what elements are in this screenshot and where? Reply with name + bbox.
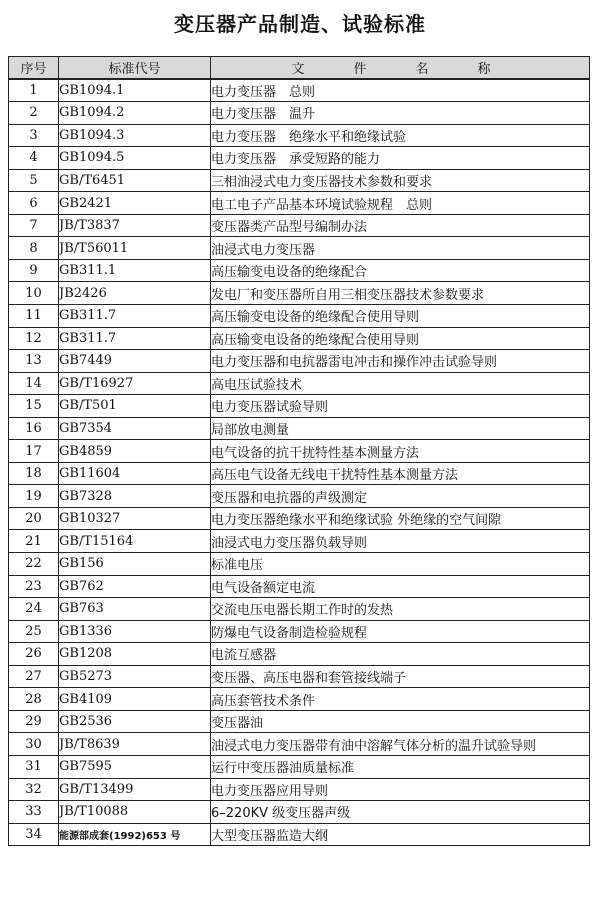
serial-number-cell: 2 bbox=[9, 102, 59, 125]
table-row bbox=[9, 124, 590, 147]
serial-number-cell: 8 bbox=[9, 237, 59, 260]
serial-number-cell: 3 bbox=[9, 124, 59, 147]
serial-number-cell: 23 bbox=[9, 575, 59, 598]
document-name-cell: 标准电压 bbox=[211, 553, 590, 576]
table-row bbox=[9, 417, 590, 440]
standard-code-cell: GB7354 bbox=[59, 417, 211, 440]
document-name-cell: 电力变压器 承受短路的能力 bbox=[211, 147, 590, 170]
document-name-cell: 高电压试验技术 bbox=[211, 372, 590, 395]
document-name-cell: 电力变压器和电抗器雷电冲击和操作冲击试验导则 bbox=[211, 350, 590, 373]
table-row bbox=[9, 507, 590, 530]
serial-number-cell: 29 bbox=[9, 710, 59, 733]
table-row bbox=[9, 440, 590, 463]
document-name-cell: 变压器、高压电器和套管接线端子 bbox=[211, 665, 590, 688]
document-name-cell: 高压输变电设备的绝缘配合使用导则 bbox=[211, 305, 590, 328]
standard-code-cell: GB1336 bbox=[59, 620, 211, 643]
document-name-cell: 电力变压器 温升 bbox=[211, 102, 590, 125]
table-row bbox=[9, 350, 590, 373]
serial-number-cell: 24 bbox=[9, 598, 59, 621]
table-row bbox=[9, 598, 590, 621]
table-body bbox=[9, 79, 590, 846]
table-row bbox=[9, 778, 590, 801]
document-name-cell: 高压电气设备无线电干扰特性基本测量方法 bbox=[211, 462, 590, 485]
table-row bbox=[9, 643, 590, 666]
serial-number-cell: 31 bbox=[9, 755, 59, 778]
table-row bbox=[9, 147, 590, 170]
header-document-name: 文 件 名 称 bbox=[211, 57, 590, 80]
table-row bbox=[9, 620, 590, 643]
standard-code-cell: GB/T16927 bbox=[59, 372, 211, 395]
document-name-cell: 电力变压器试验导则 bbox=[211, 395, 590, 418]
serial-number-cell: 19 bbox=[9, 485, 59, 508]
standard-code-cell: JB/T8639 bbox=[59, 733, 211, 756]
standard-code-cell: GB1094.5 bbox=[59, 147, 211, 170]
standard-code-cell: GB7328 bbox=[59, 485, 211, 508]
standard-code-cell: GB4109 bbox=[59, 688, 211, 711]
standard-code-cell: GB762 bbox=[59, 575, 211, 598]
serial-number-cell: 4 bbox=[9, 147, 59, 170]
serial-number-cell: 12 bbox=[9, 327, 59, 350]
table-row bbox=[9, 102, 590, 125]
table-row bbox=[9, 665, 590, 688]
standard-code-cell: JB/T56011 bbox=[59, 237, 211, 260]
table-row bbox=[9, 755, 590, 778]
standard-code-cell: GB/T6451 bbox=[59, 169, 211, 192]
table-header-row bbox=[9, 57, 590, 80]
serial-number-cell: 6 bbox=[9, 192, 59, 215]
serial-number-cell: 25 bbox=[9, 620, 59, 643]
serial-number-cell: 10 bbox=[9, 282, 59, 305]
document-name-cell: 电力变压器应用导则 bbox=[211, 778, 590, 801]
table-row bbox=[9, 259, 590, 282]
serial-number-cell: 13 bbox=[9, 350, 59, 373]
document-name-cell: 油浸式电力变压器 bbox=[211, 237, 590, 260]
table-row bbox=[9, 485, 590, 508]
table-row bbox=[9, 327, 590, 350]
serial-number-cell: 7 bbox=[9, 214, 59, 237]
table-row bbox=[9, 575, 590, 598]
standard-code-cell: GB11604 bbox=[59, 462, 211, 485]
serial-number-cell: 26 bbox=[9, 643, 59, 666]
standard-code-cell: GB/T13499 bbox=[59, 778, 211, 801]
document-name-cell: 油浸式电力变压器带有油中溶解气体分析的温升试验导则 bbox=[211, 733, 590, 756]
document-name-cell: 变压器油 bbox=[211, 710, 590, 733]
document-name-cell: 防爆电气设备制造检验规程 bbox=[211, 620, 590, 643]
serial-number-cell: 11 bbox=[9, 305, 59, 328]
document-name-cell: 高压套管技术条件 bbox=[211, 688, 590, 711]
document-name-cell: 电气设备的抗干扰特性基本测量方法 bbox=[211, 440, 590, 463]
standard-code-cell: GB7449 bbox=[59, 350, 211, 373]
document-name-cell: 电力变压器 总则 bbox=[211, 79, 590, 102]
serial-number-cell: 9 bbox=[9, 259, 59, 282]
table-row bbox=[9, 530, 590, 553]
serial-number-cell: 17 bbox=[9, 440, 59, 463]
table-row bbox=[9, 214, 590, 237]
document-name-cell: 变压器和电抗器的声级测定 bbox=[211, 485, 590, 508]
serial-number-cell: 33 bbox=[9, 801, 59, 824]
document-name-cell: 发电厂和变压器所自用三相变压器技术参数要求 bbox=[211, 282, 590, 305]
table-row bbox=[9, 553, 590, 576]
standard-code-cell: GB5273 bbox=[59, 665, 211, 688]
document-name-cell: 运行中变压器油质量标准 bbox=[211, 755, 590, 778]
table-row bbox=[9, 237, 590, 260]
document-name-cell: 6–220KV 级变压器声级 bbox=[211, 801, 590, 824]
table-row bbox=[9, 395, 590, 418]
table-row bbox=[9, 688, 590, 711]
serial-number-cell: 15 bbox=[9, 395, 59, 418]
standard-code-cell: JB/T3837 bbox=[59, 214, 211, 237]
document-name-cell: 交流电压电器长期工作时的发热 bbox=[211, 598, 590, 621]
serial-number-cell: 18 bbox=[9, 462, 59, 485]
serial-number-cell: 32 bbox=[9, 778, 59, 801]
header-standard-code: 标准代号 bbox=[59, 57, 211, 80]
standard-code-cell: GB1094.2 bbox=[59, 102, 211, 125]
document-name-cell: 高压输变电设备的绝缘配合使用导则 bbox=[211, 327, 590, 350]
serial-number-cell: 22 bbox=[9, 553, 59, 576]
serial-number-cell: 27 bbox=[9, 665, 59, 688]
standard-code-cell: GB311.7 bbox=[59, 327, 211, 350]
serial-number-cell: 16 bbox=[9, 417, 59, 440]
serial-number-cell: 34 bbox=[9, 823, 59, 846]
table-row bbox=[9, 462, 590, 485]
serial-number-cell: 5 bbox=[9, 169, 59, 192]
standard-code-cell: GB10327 bbox=[59, 507, 211, 530]
table-row bbox=[9, 169, 590, 192]
standard-code-cell: GB1094.3 bbox=[59, 124, 211, 147]
standard-code-cell: GB311.7 bbox=[59, 305, 211, 328]
table-row bbox=[9, 79, 590, 102]
standard-code-cell: JB2426 bbox=[59, 282, 211, 305]
table-row bbox=[9, 801, 590, 824]
standard-code-cell: 能源部成套(1992)653 号 bbox=[59, 823, 211, 846]
table-row bbox=[9, 823, 590, 846]
standard-code-cell: GB1208 bbox=[59, 643, 211, 666]
document-name-cell: 电工电子产品基本环境试验规程 总则 bbox=[211, 192, 590, 215]
document-name-cell: 变压器类产品型号编制办法 bbox=[211, 214, 590, 237]
table-row bbox=[9, 305, 590, 328]
table-row bbox=[9, 282, 590, 305]
document-name-cell: 局部放电测量 bbox=[211, 417, 590, 440]
document-name-cell: 电流互感器 bbox=[211, 643, 590, 666]
standard-code-cell: GB156 bbox=[59, 553, 211, 576]
header-serial-number: 序号 bbox=[9, 57, 59, 80]
document-name-cell: 电力变压器 绝缘水平和绝缘试验 bbox=[211, 124, 590, 147]
standard-code-cell: GB7595 bbox=[59, 755, 211, 778]
serial-number-cell: 21 bbox=[9, 530, 59, 553]
standard-code-cell: GB/T501 bbox=[59, 395, 211, 418]
document-name-cell: 高压输变电设备的绝缘配合 bbox=[211, 259, 590, 282]
standard-code-cell: GB2421 bbox=[59, 192, 211, 215]
page-title: 变压器产品制造、试验标准 bbox=[174, 12, 426, 36]
document-name-cell: 油浸式电力变压器负载导则 bbox=[211, 530, 590, 553]
table-row bbox=[9, 192, 590, 215]
serial-number-cell: 28 bbox=[9, 688, 59, 711]
standard-code-cell: GB311.1 bbox=[59, 259, 211, 282]
document-name-cell: 三相油浸式电力变压器技术参数和要求 bbox=[211, 169, 590, 192]
standard-code-cell: JB/T10088 bbox=[59, 801, 211, 824]
serial-number-cell: 20 bbox=[9, 507, 59, 530]
standard-code-cell: GB2536 bbox=[59, 710, 211, 733]
document-name-cell: 电力变压器绝缘水平和绝缘试验 外绝缘的空气间隙 bbox=[211, 507, 590, 530]
document-name-cell: 大型变压器监造大纲 bbox=[211, 823, 590, 846]
table-row bbox=[9, 710, 590, 733]
standard-code-cell: GB1094.1 bbox=[59, 79, 211, 102]
standard-code-cell: GB763 bbox=[59, 598, 211, 621]
table-row bbox=[9, 372, 590, 395]
table-row bbox=[9, 733, 590, 756]
standard-code-cell: GB/T15164 bbox=[59, 530, 211, 553]
document-name-cell: 电气设备额定电流 bbox=[211, 575, 590, 598]
standards-table bbox=[8, 56, 590, 846]
serial-number-cell: 14 bbox=[9, 372, 59, 395]
standard-code-cell: GB4859 bbox=[59, 440, 211, 463]
serial-number-cell: 1 bbox=[9, 79, 59, 102]
serial-number-cell: 30 bbox=[9, 733, 59, 756]
